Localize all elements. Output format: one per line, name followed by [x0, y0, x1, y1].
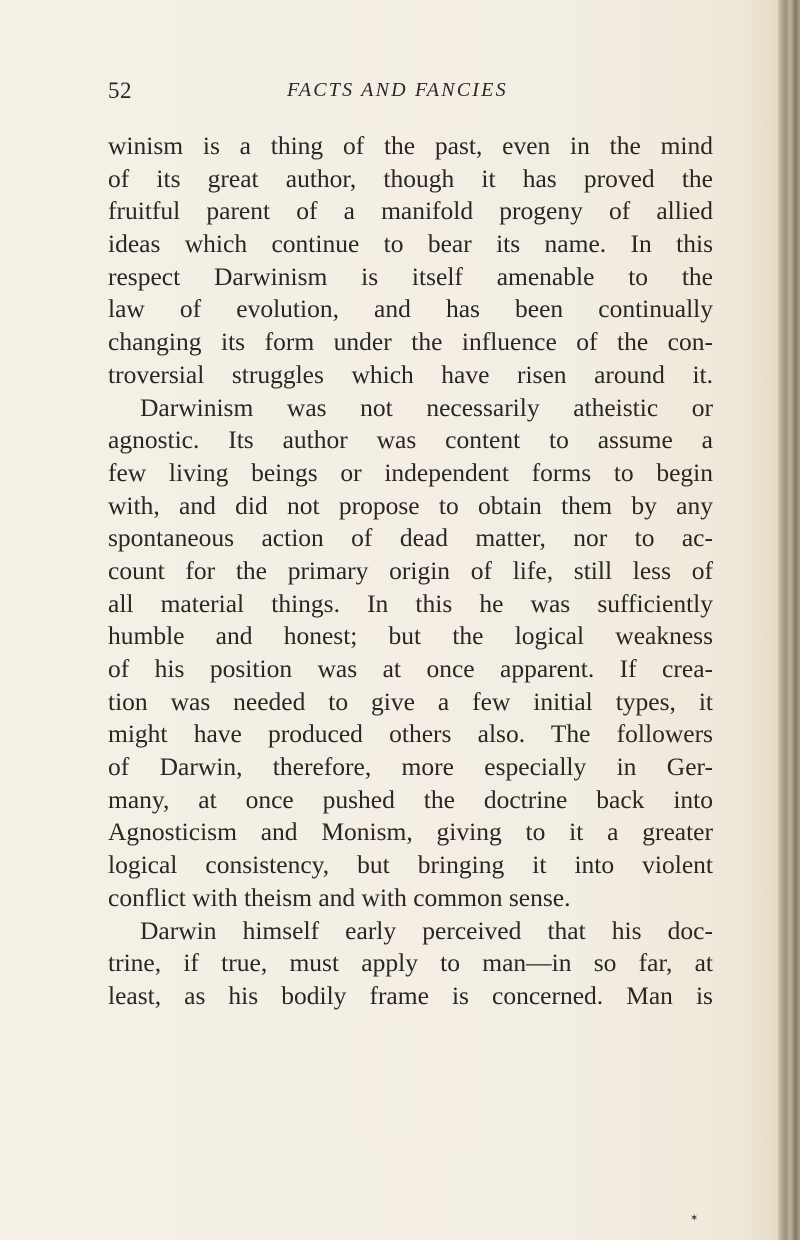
- running-title: FACTS AND FANCIES: [287, 79, 508, 101]
- text-line: least, as his bodily frame is concerned. Man is: [108, 980, 713, 1010]
- text-line: Darwin himself early perceived that his doc-: [140, 915, 713, 945]
- text-line: fruitful parent of a manifold progeny of allied: [108, 196, 713, 226]
- text-line: all material things. In this he was sufficiently: [108, 588, 713, 618]
- body-text: [108, 130, 713, 1013]
- page-header: [0, 78, 800, 108]
- text-line: winism is a thing of the past, even in the mind: [108, 131, 713, 160]
- text-line: trine, if true, must apply to man—in so far, at: [108, 948, 713, 978]
- page-edge-shadow: [778, 0, 800, 1240]
- text-line: might have produced others also. The followers: [108, 719, 713, 749]
- text-line: agnostic. Its author was content to assume a: [108, 425, 713, 455]
- text-line: of Darwin, therefore, more especially in Ger-: [108, 752, 713, 782]
- text-line: changing its form under the influence of the con-: [108, 327, 713, 357]
- text-line: Darwinism was not necessarily atheistic or: [140, 392, 713, 422]
- text-line: law of evolution, and has been continually: [108, 294, 713, 324]
- text-line: of his position was at once apparent. If crea-: [108, 654, 713, 683]
- text-line: of its great author, though it has proved the: [108, 163, 713, 193]
- text-line: troversial struggles which have risen around it.: [108, 359, 713, 389]
- text-line: count for the primary origin of life, still less of: [108, 555, 713, 585]
- text-line: tion was needed to give a few initial types, it: [108, 686, 713, 716]
- signature-mark: ✶: [690, 1213, 699, 1224]
- text-line: Agnosticism and Monism, giving to it a greater: [108, 817, 713, 847]
- text-line: with, and did not propose to obtain them by any: [108, 490, 713, 520]
- text-line: many, at once pushed the doctrine back into: [108, 784, 713, 814]
- text-line: spontaneous action of dead matter, nor to ac-: [108, 523, 713, 553]
- text-line: conflict with theism and with common sense.: [108, 882, 571, 912]
- text-line: respect Darwinism is itself amenable to the: [108, 261, 713, 291]
- text-line: humble and honest; but the logical weakness: [108, 621, 713, 651]
- text-line: logical consistency, but bringing it into violent: [108, 850, 713, 880]
- text-line: few living beings or independent forms to begin: [108, 457, 713, 487]
- text-line: ideas which continue to bear its name. In this: [108, 229, 713, 259]
- page-number: 52: [108, 78, 132, 103]
